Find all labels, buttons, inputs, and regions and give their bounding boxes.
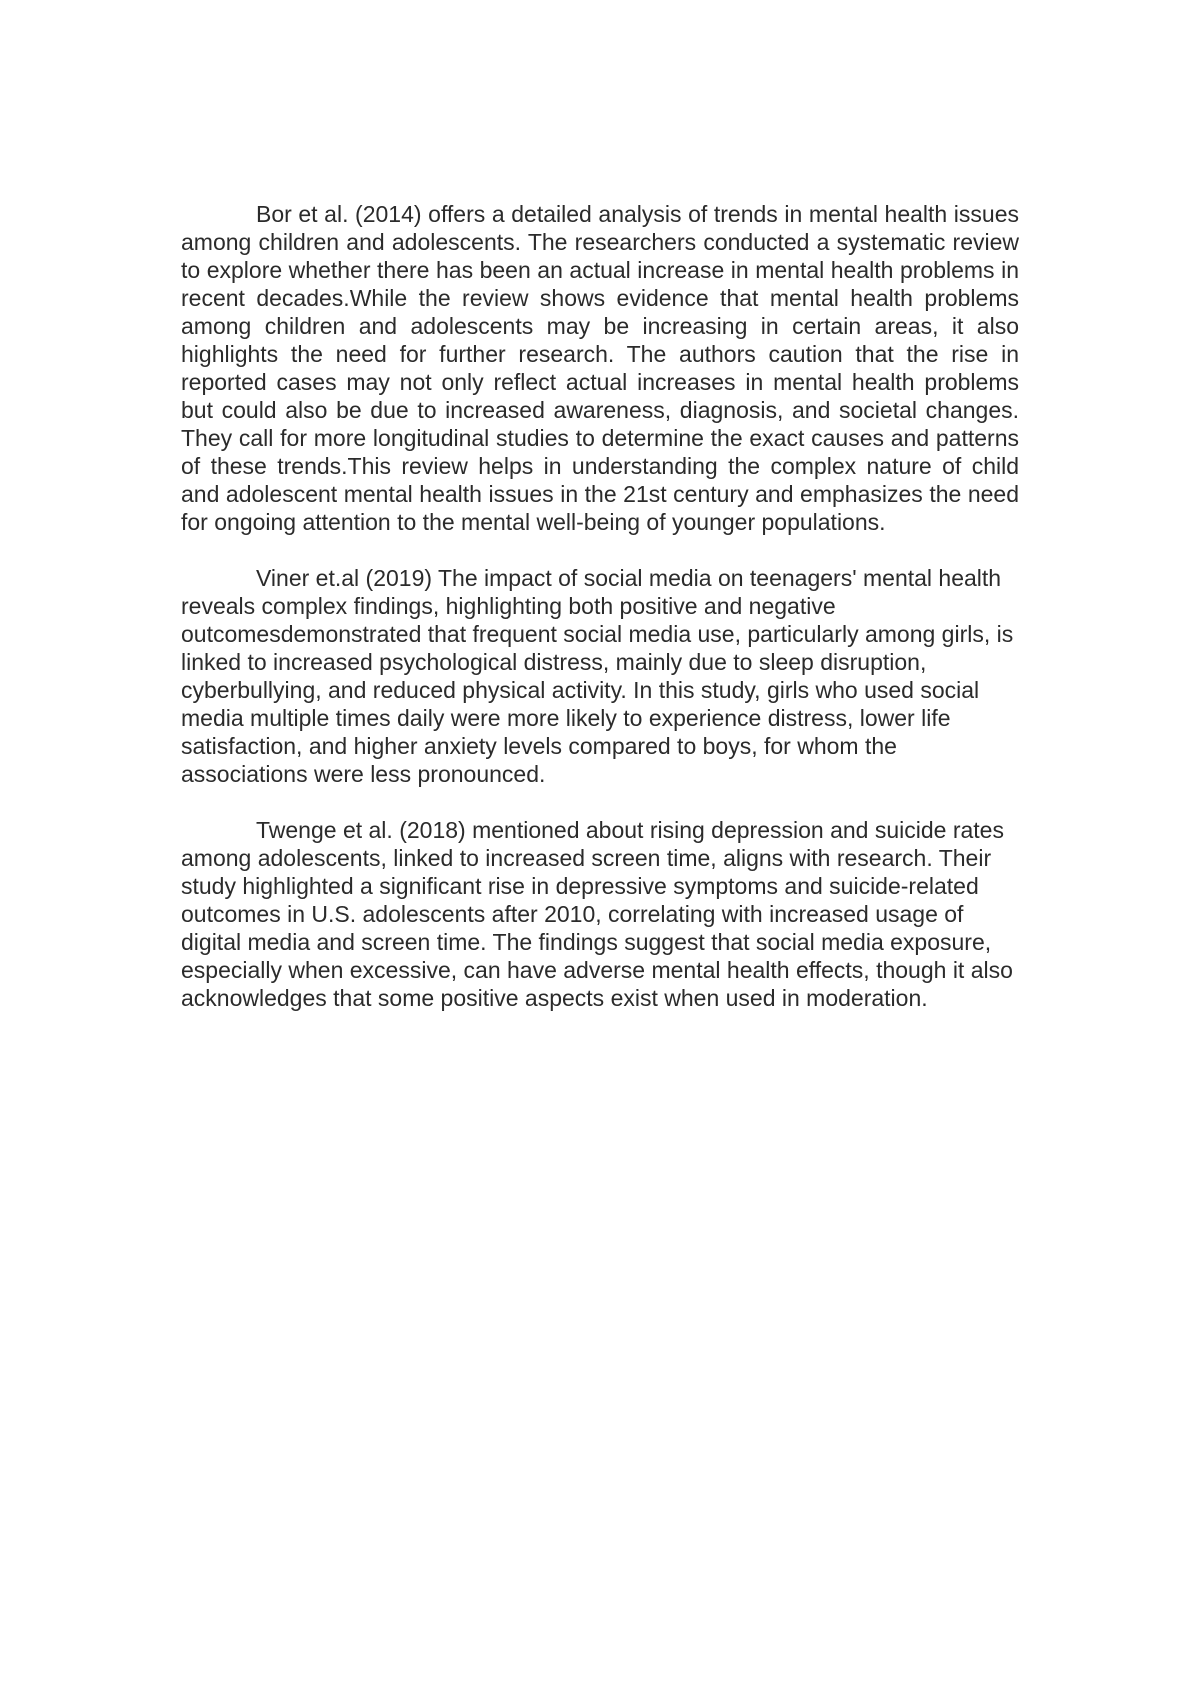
- document-body: [181, 200, 1019, 1040]
- paragraph-bor-2014: Bor et al. (2014) offers a detailed analysis of trends in mental health issues among children and adolescents. The researchers conducted a systematic review to explore whether there has been an actual increase in mental health problems in recent decades.While the review shows evidence that mental health problems among children and adolescents may be increasing in certain areas, it also highlights the need for further research. The authors caution that the rise in reported cases may not only reflect actual increases in mental health problems but could also be due to increased awareness, diagnosis, and societal changes. They call for more longitudinal studies to determine the exact causes and patterns of these trends.This review helps in understanding the complex nature of child and adolescent mental health issues in the 21st century and emphasizes the need for ongoing attention to the mental well-being of younger populations.: [181, 201, 1019, 535]
- paragraph-twenge-2018: Twenge et al. (2018) mentioned about rising depression and suicide rates among adolescents, linked to increased screen time, aligns with research. Their study highlighted a significant rise in depressive symptoms and suicide-related outcomes in U.S. adolescents after 2010, correlating with increased usage of digital media and screen time. The findings suggest that social media exposure, especially when excessive, can have adverse mental health effects, though it also acknowledges that some positive aspects exist when used in moderation.: [181, 817, 1013, 1011]
- paragraph-viner-2019: Viner et.al (2019) The impact of social media on teenagers' mental health reveals complex findings, highlighting both positive and negative outcomesdemonstrated that frequent social media use, particularly among girls, is linked to increased psychological distress, mainly due to sleep disruption, cyberbullying, and reduced physical activity. In this study, girls who used social media multiple times daily were more likely to experience distress, lower life satisfaction, and higher anxiety levels compared to boys, for whom the associations were less pronounced.: [181, 565, 1014, 787]
